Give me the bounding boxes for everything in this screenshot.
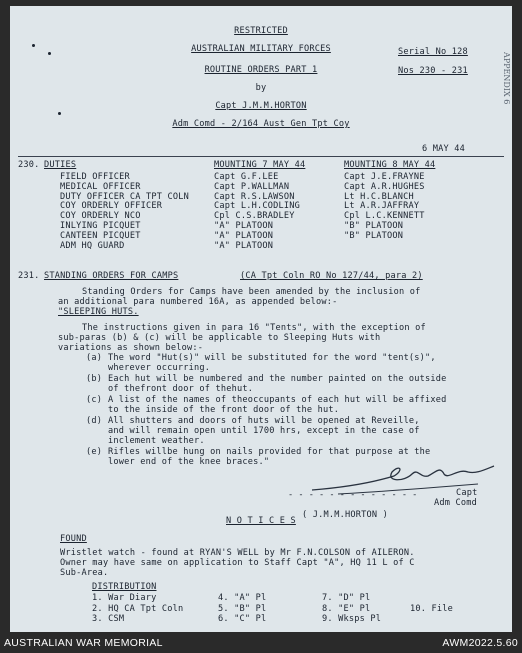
paragraph-line: variations as shown below:-: [58, 343, 204, 353]
footer-institution: AUSTRALIAN WAR MEMORIAL: [4, 637, 163, 649]
force-title: AUSTRALIAN MILITARY FORCES: [191, 44, 331, 54]
punch-mark: [58, 112, 61, 115]
duty-assignee-8-may: Cpl L.C.KENNETT: [344, 211, 425, 222]
duty-assignee-8-may: Lt H.C.BLANCH: [344, 191, 414, 202]
mounting-7-header: MOUNTING 7 MAY 44: [214, 160, 306, 170]
signature-appointment: Adm Comd: [434, 498, 477, 508]
sub-paragraph-line: A list of the names of theoccupants of each hut will be affixed: [108, 395, 447, 405]
standing-orders-title: STANDING ORDERS FOR CAMPS: [44, 271, 179, 281]
intro-line: Standing Orders for Camps have been amended by the inclusion of: [82, 287, 421, 297]
sub-paragraph-label: (a): [86, 353, 103, 363]
sub-paragraph-label: (e): [86, 447, 103, 457]
sleeping-huts-heading: "SLEEPING HUTS.: [58, 307, 139, 317]
distribution-entry: 6. "C" Pl: [218, 614, 267, 624]
by-line: by: [255, 83, 267, 93]
duty-name: DUTY OFFICER CA TPT COLN: [60, 191, 189, 202]
handwritten-note: APPENDIX 6: [502, 52, 511, 105]
section-number: 231.: [18, 271, 40, 281]
found-line: Sub-Area.: [60, 568, 109, 578]
sub-paragraph-line: and will remain open until 1700 hrs, except in the case of: [108, 426, 420, 436]
distribution-entry: 7. "D" Pl: [322, 593, 371, 603]
duty-assignee-7-may: Cpl C.S.BRADLEY: [214, 211, 295, 222]
duty-assignee-7-may: Capt P.WALLMAN: [214, 181, 290, 192]
duty-assignee-7-may: Capt L.H.CODLING: [214, 201, 300, 212]
distribution-entry: 1. War Diary: [92, 593, 157, 603]
sub-paragraph-line: All shutters and doors of huts will be opened at Reveille,: [108, 416, 420, 426]
section-number: 230.: [18, 160, 40, 170]
notices-title: N O T I C E S: [226, 516, 296, 526]
serial-number: Serial No 128: [398, 47, 468, 57]
intro-line: an additional para numbered 16A, as appended below:-: [58, 297, 338, 307]
sub-paragraph-label: (d): [86, 416, 103, 426]
mounting-8-header: MOUNTING 8 MAY 44: [344, 160, 436, 170]
punch-mark: [32, 44, 35, 47]
issuing-officer: Capt J.M.M.HORTON: [215, 101, 307, 111]
duty-name: COY ORDERLY OFFICER: [60, 201, 163, 212]
document-page: [10, 6, 512, 632]
distribution-entry: 4. "A" Pl: [218, 593, 267, 603]
sub-paragraph-line: Rifles willbe hung on nails provided for that purpose at the: [108, 447, 431, 457]
distribution-entry: 2. HQ CA Tpt Coln: [92, 603, 184, 614]
signature-dashes: - - - - - - - - - - - - -: [288, 490, 418, 500]
duty-name: INLYING PICQUET: [60, 221, 141, 231]
distribution-entry: 5. "B" Pl: [218, 603, 267, 614]
duty-assignee-7-may: "A" PLATOON: [214, 221, 274, 231]
separator-line: [18, 156, 504, 157]
duty-name: CANTEEN PICQUET: [60, 230, 141, 241]
duty-assignee-8-may: "B" PLATOON: [344, 230, 404, 241]
duty-assignee-7-may: Capt G.F.LEE: [214, 172, 279, 182]
duties-title: DUTIES: [44, 160, 77, 170]
found-line: Wristlet watch - found at RYAN'S WELL by Mr F.N.COLSON of AILERON.: [60, 548, 415, 558]
unit-line: Adm Comd - 2/164 Aust Gen Tpt Coy: [172, 119, 350, 129]
sub-paragraph-label: (b): [86, 374, 103, 384]
duty-assignee-8-may: "B" PLATOON: [344, 221, 404, 231]
distribution-entry: 9. Wksps Pl: [322, 614, 382, 624]
duty-name: ADM HQ GUARD: [60, 240, 125, 251]
duty-assignee-8-may: Lt A.R.JAFFRAY: [344, 201, 420, 212]
duty-name: COY ORDERLY NCO: [60, 211, 141, 222]
sub-paragraph-label: (c): [86, 395, 103, 405]
found-line: Owner may have same on application to Staff Capt "A", HQ 11 L of C: [60, 558, 415, 568]
sub-paragraph-line: to the inside of the front door of the hut.: [108, 405, 340, 415]
duty-name: FIELD OFFICER: [60, 172, 130, 182]
standing-orders-reference: (CA Tpt Coln RO No 127/44, para 2): [240, 271, 423, 281]
sub-paragraph-line: inclement weather.: [108, 436, 205, 446]
duty-assignee-7-may: "A" PLATOON: [214, 240, 274, 251]
signature-rank: Capt: [456, 488, 478, 498]
signature-name: ( J.M.M.HORTON ): [302, 510, 388, 520]
sub-paragraph-line: The word "Hut(s)" will be substituted for the word "tent(s)",: [108, 353, 436, 363]
classification: RESTRICTED: [234, 26, 288, 36]
distribution-entry: 8. "E" Pl: [322, 603, 371, 614]
footer-accession: AWM2022.5.60: [442, 637, 518, 649]
distribution-heading: DISTRIBUTION: [92, 582, 157, 592]
sub-paragraph-line: Each hut will be numbered and the number painted on the outside: [108, 374, 447, 384]
sub-paragraph-line: wherever occurring.: [108, 363, 211, 373]
sub-paragraph-line: of thefront door of thehut.: [108, 384, 254, 394]
duty-assignee-7-may: "A" PLATOON: [214, 230, 274, 241]
duty-assignee-7-may: Capt R.S.LAWSON: [214, 191, 295, 202]
paragraph-line: sub-paras (b) & (c) will be applicable to Sleeping Huts with: [58, 333, 381, 343]
orders-title: ROUTINE ORDERS PART 1: [204, 65, 318, 75]
found-heading: FOUND: [60, 534, 87, 544]
punch-mark: [48, 52, 51, 55]
duty-assignee-8-may: Capt A.R.HUGHES: [344, 181, 425, 192]
sub-paragraph-line: lower end of the knee braces.": [108, 457, 270, 467]
order-numbers: Nos 230 - 231: [398, 66, 468, 76]
duty-name: MEDICAL OFFICER: [60, 181, 141, 192]
paragraph-line: The instructions given in para 16 "Tents", with the exception of: [82, 323, 426, 333]
date: 6 MAY 44: [422, 144, 465, 154]
distribution-entry: 3. CSM: [92, 614, 125, 624]
duty-assignee-8-may: Capt J.E.FRAYNE: [344, 172, 425, 182]
distribution-entry: 10. File: [410, 603, 453, 614]
